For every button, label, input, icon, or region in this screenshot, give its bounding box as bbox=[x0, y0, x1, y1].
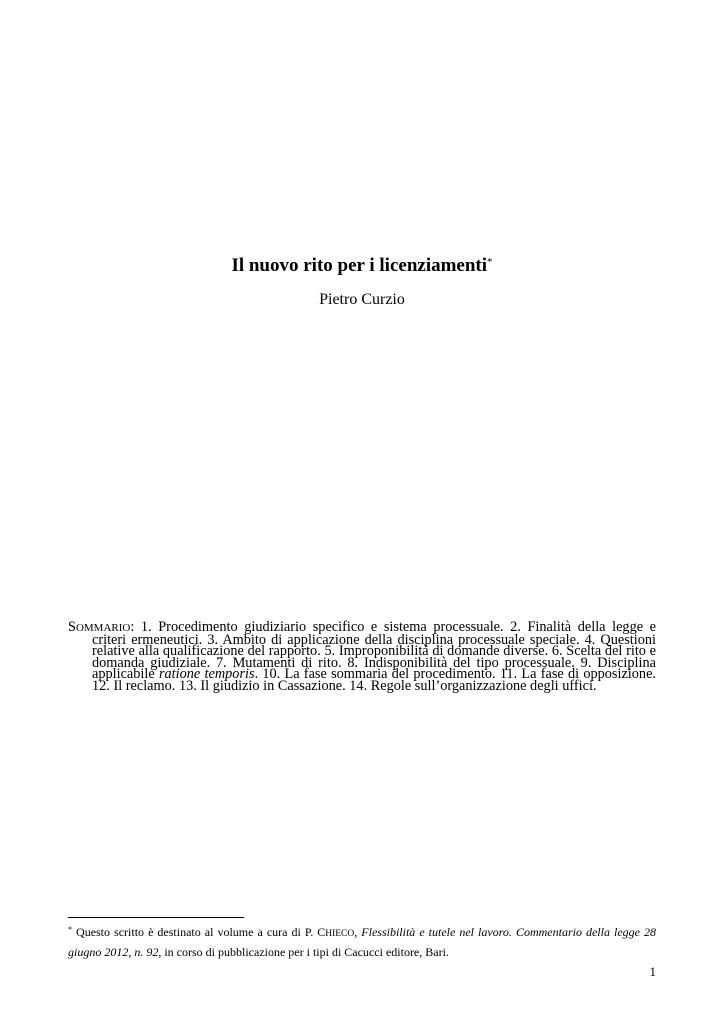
footnote-book-title: Flessibilità e tutele nel lavoro. Commentario della legge 28 giugno 2012, n. 92 bbox=[68, 925, 656, 959]
page-number: 1 bbox=[649, 964, 656, 979]
document-title bbox=[0, 254, 724, 278]
summary-label-initial: S bbox=[68, 619, 76, 635]
footnote-editor-smallcaps: HIECO bbox=[325, 929, 355, 939]
summary-label-smallcaps: OMMARIO bbox=[75, 622, 131, 634]
summary-text-part-2: . 10. La fase sommaria del procedimento. 11. La fase di opposizione. 12. Il reclamo. 13. Il giudizio in Cassazione. 14. Regole sull’organizzazione degli uffici. bbox=[92, 666, 656, 694]
footnote-text-part-2: , bbox=[354, 925, 362, 939]
title-text: Il nuovo rito per i licenziamenti bbox=[231, 255, 488, 276]
footnote-separator bbox=[68, 917, 244, 918]
author-name: Pietro Curzio bbox=[319, 291, 405, 308]
summary-paragraph bbox=[68, 619, 656, 694]
footnote-text-part-3: , in corso di pubblicazione per i tipi di Cacucci editore, Bari. bbox=[158, 945, 449, 959]
summary-label-colon: : bbox=[130, 619, 135, 635]
title-footnote-marker: * bbox=[487, 256, 493, 268]
summary-text-part-1: 1. Procedimento giudiziario specifico e sistema processuale. 2. Finalità della legge e criteri ermeneutici. 3. Ambito di applicazione della disciplina processuale speciale. 4. Questioni relative alla qualificazione del rapporto. 5. Improponibilità di domande diverse. 6. Scelta del rito e domanda giudiziale. 7. Mutamenti di rito. 8. Indisponibilità del tipo processuale. 9. Disciplina applicabile bbox=[92, 619, 656, 683]
summary-italic-phrase: ratione temporis bbox=[158, 666, 255, 683]
footnote-marker: * bbox=[68, 925, 72, 934]
footnote-text-part-1: Questo scritto è destinato al volume a cura di P. bbox=[72, 925, 318, 939]
footnote bbox=[68, 923, 656, 961]
footnote-editor-initial: C bbox=[317, 925, 326, 939]
